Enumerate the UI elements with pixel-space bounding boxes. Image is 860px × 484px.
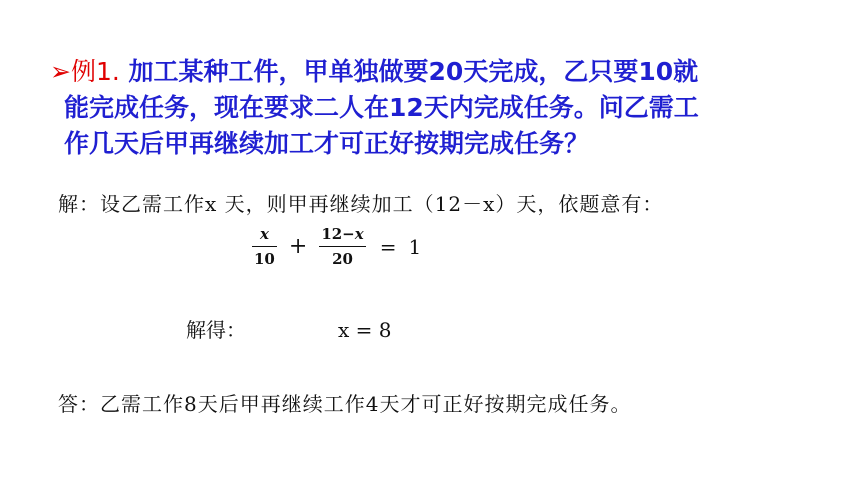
example-label-separator: . [111, 57, 120, 86]
fraction-x-over-10 [252, 224, 277, 269]
problem-line-3: 作几天后甲再继续加工才可正好按期完成任务？ [64, 129, 590, 158]
fraction-2-denominator: 20 [332, 250, 353, 268]
fraction-2-numerator-a: 12− [321, 225, 355, 243]
problem-line-2: 能完成任务，现在要求二人在12天内完成任务。问乙需工 [64, 93, 699, 122]
arrow-bullet-icon: ➢ [50, 57, 71, 86]
solution-setup: 解：设乙需工作x 天，则甲再继续加工（12－x）天，依题意有： [58, 192, 664, 216]
equation [252, 224, 421, 269]
result-line [186, 314, 391, 343]
fraction-2-numerator [319, 224, 365, 244]
equation-rhs: 1 [408, 234, 422, 259]
fraction-1-denominator: 10 [254, 250, 275, 268]
plus-sign: + [288, 234, 308, 259]
fraction-2-numerator-b: x [354, 225, 364, 243]
fraction-12-minus-x-over-20 [319, 224, 365, 269]
answer-line: 答：乙需工作8天后甲再继续工作4天才可正好按期完成任务。 [58, 392, 632, 416]
result-value: x = 8 [338, 318, 392, 342]
fraction-1-numerator: x [259, 225, 269, 243]
problem-text-line-1: 加工某种工件，甲单独做要20天完成，乙只要10就 [128, 57, 699, 86]
result-label: 解得： [186, 318, 246, 342]
equals-sign: = [379, 234, 397, 259]
problem-statement [50, 54, 840, 162]
example-label: 例1 [70, 57, 112, 86]
fraction-1-bar [252, 246, 277, 247]
fraction-2-bar [319, 246, 365, 247]
problem-line-1 [50, 54, 840, 90]
